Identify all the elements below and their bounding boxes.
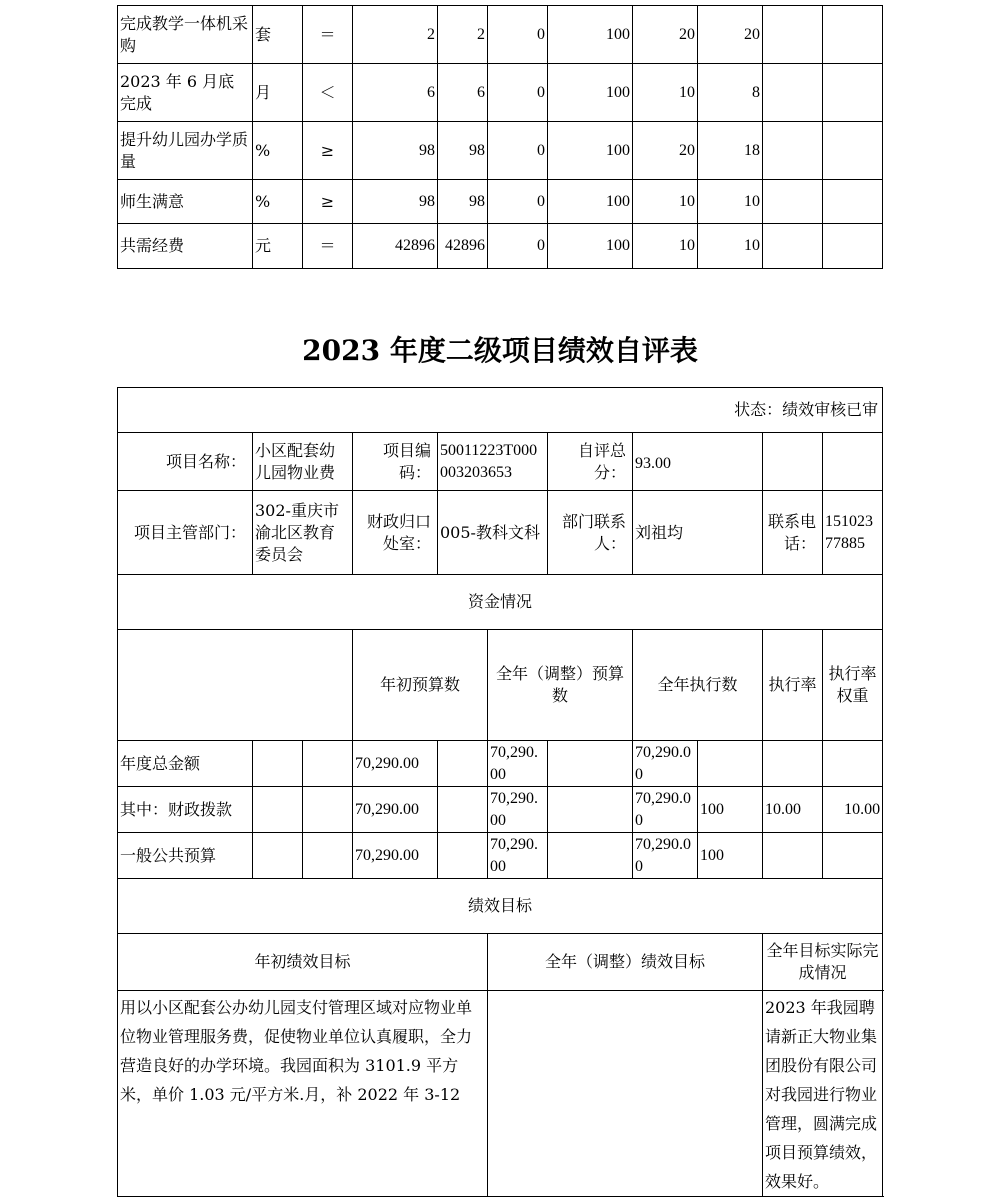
empty-cell: [823, 224, 883, 269]
exec-rate-value: 100: [698, 833, 763, 879]
adjusted-budget-value: 70,290.00: [488, 787, 548, 833]
completion-rate-cell: 100: [548, 64, 633, 122]
dept-value: 302-重庆市渝北区教育委员会: [253, 491, 353, 575]
table-row: [118, 122, 883, 180]
indicator-name-cell: 提升幼儿园办学质量: [118, 122, 253, 180]
unit-cell: 元: [253, 224, 303, 269]
funds-row: [118, 741, 883, 787]
executed-value: 70,290.00: [633, 833, 698, 879]
empty-cell: [823, 122, 883, 180]
contact-value: 刘祖均: [633, 491, 763, 575]
initial-budget-value: 70,290.00: [353, 787, 438, 833]
funds-row: [118, 787, 883, 833]
weight-cell: 10: [633, 64, 698, 122]
completion-rate-cell: 100: [548, 180, 633, 224]
project-name-value: 小区配套幼儿园物业费: [253, 433, 353, 491]
empty-cell: [303, 741, 353, 787]
actual-completion-text: 2023 年我园聘请新正大物业集团股份有限公司对我园进行物业管理，圆满完成项目预算绩效，效果好。: [763, 991, 883, 1197]
weight-cell: 20: [633, 6, 698, 64]
empty-cell: [118, 630, 353, 741]
empty-cell: [438, 833, 488, 879]
phone-value: 15102377885: [823, 491, 883, 575]
actual-value-cell: 6: [438, 64, 488, 122]
phone-label: 联系电话：: [763, 491, 823, 575]
self-score-label: 自评总分：: [548, 433, 633, 491]
exec-weight-value: 10.00: [763, 787, 823, 833]
exec-rate-value: [698, 741, 763, 787]
table-row: [118, 6, 883, 64]
operator-cell: ＝: [303, 224, 353, 269]
adjusted-budget-value: 70,290.00: [488, 741, 548, 787]
page-title: 2023 年度二级项目绩效自评表: [302, 334, 698, 367]
executed-value: 70,290.00: [633, 787, 698, 833]
adjusted-budget-value: 70,290.00: [488, 833, 548, 879]
operator-cell: ＜: [303, 64, 353, 122]
exec-weight-value: [763, 833, 823, 879]
deviation-cell: 0: [488, 64, 548, 122]
empty-cell: [823, 180, 883, 224]
actual-value-cell: 42896: [438, 224, 488, 269]
score-cell: 10: [698, 180, 763, 224]
project-name-label: 项目名称：: [118, 433, 253, 491]
exec-score-value: [823, 833, 883, 879]
empty-cell: [303, 833, 353, 879]
empty-cell: [253, 833, 303, 879]
operator-cell: ≥: [303, 122, 353, 180]
funds-section-title: 资金情况: [118, 575, 883, 630]
unit-cell: %: [253, 180, 303, 224]
adjusted-goal-header: 全年（调整）绩效目标: [488, 934, 763, 991]
unit-cell: 套: [253, 6, 303, 64]
empty-cell: [823, 433, 883, 491]
finance-office-label: 财政归口处室：: [353, 491, 438, 575]
score-cell: 18: [698, 122, 763, 180]
empty-cell: [303, 787, 353, 833]
empty-cell: [763, 433, 823, 491]
empty-cell: [823, 64, 883, 122]
weight-cell: 10: [633, 180, 698, 224]
executed-header: 全年执行数: [633, 630, 763, 741]
unit-cell: %: [253, 122, 303, 180]
actual-completion-header: 全年目标实际完成情况: [763, 934, 883, 991]
empty-cell: [763, 122, 823, 180]
indicator-name-cell: 2023 年 6 月底完成: [118, 64, 253, 122]
weight-cell: 10: [633, 224, 698, 269]
exec-weight-value: [763, 741, 823, 787]
self-score-value: 93.00: [633, 433, 763, 491]
target-value-cell: 98: [353, 180, 438, 224]
finance-office-value: 005-教科文科: [438, 491, 548, 575]
table-row: [118, 224, 883, 269]
empty-cell: [823, 6, 883, 64]
initial-budget-value: 70,290.00: [353, 741, 438, 787]
table-row: [118, 180, 883, 224]
empty-cell: [763, 224, 823, 269]
actual-value-cell: 98: [438, 122, 488, 180]
initial-goal-text: 用以小区配套公办幼儿园支付管理区域对应物业单位物业管理服务费，促使物业单位认真履职，全力营造良好的办学环境。我园面积为 3101.9 平方米，单价 1.03 元/平方米.月，补 2022 年 3-12: [118, 991, 488, 1197]
indicator-name-cell: 完成教学一体机采购: [118, 6, 253, 64]
deviation-cell: 0: [488, 6, 548, 64]
funds-row-label: 一般公共预算: [118, 833, 253, 879]
actual-value-cell: 2: [438, 6, 488, 64]
funds-row-label: 年度总金额: [118, 741, 253, 787]
exec-weight-header: 执行率权重: [823, 630, 883, 741]
project-code-value: 50011223T000003203653: [438, 433, 548, 491]
empty-cell: [438, 741, 488, 787]
empty-cell: [763, 64, 823, 122]
empty-cell: [548, 787, 633, 833]
contact-label: 部门联系人：: [548, 491, 633, 575]
indicator-name-cell: 师生满意: [118, 180, 253, 224]
exec-rate-header: 执行率: [763, 630, 823, 741]
indicator-table: [117, 5, 883, 269]
score-cell: 10: [698, 224, 763, 269]
initial-goal-header: 年初绩效目标: [118, 934, 488, 991]
empty-cell: [253, 741, 303, 787]
project-code-label: 项目编码：: [353, 433, 438, 491]
target-value-cell: 2: [353, 6, 438, 64]
exec-score-value: 10.00: [823, 787, 883, 833]
completion-rate-cell: 100: [548, 122, 633, 180]
exec-score-value: [823, 741, 883, 787]
dept-label: 项目主管部门：: [118, 491, 253, 575]
target-value-cell: 42896: [353, 224, 438, 269]
deviation-cell: 0: [488, 180, 548, 224]
performance-section-title: 绩效目标: [118, 879, 883, 934]
empty-cell: [438, 787, 488, 833]
empty-cell: [548, 741, 633, 787]
empty-cell: [253, 787, 303, 833]
completion-rate-cell: 100: [548, 6, 633, 64]
empty-cell: [763, 180, 823, 224]
funds-row-label: 其中：财政拨款: [118, 787, 253, 833]
initial-budget-value: 70,290.00: [353, 833, 438, 879]
operator-cell: ＝: [303, 6, 353, 64]
executed-value: 70,290.00: [633, 741, 698, 787]
target-value-cell: 98: [353, 122, 438, 180]
initial-budget-header: 年初预算数: [353, 630, 488, 741]
empty-cell: [763, 6, 823, 64]
score-cell: 8: [698, 64, 763, 122]
completion-rate-cell: 100: [548, 224, 633, 269]
table-row: [118, 64, 883, 122]
funds-row: [118, 833, 883, 879]
operator-cell: ≥: [303, 180, 353, 224]
exec-rate-value: 100: [698, 787, 763, 833]
status-text: 状态：绩效审核已审: [118, 388, 883, 433]
empty-cell: [548, 833, 633, 879]
indicator-name-cell: 共需经费: [118, 224, 253, 269]
actual-value-cell: 98: [438, 180, 488, 224]
project-evaluation-table: [117, 387, 883, 1197]
adjusted-budget-header: 全年（调整）预算数: [488, 630, 633, 741]
unit-cell: 月: [253, 64, 303, 122]
score-cell: 20: [698, 6, 763, 64]
deviation-cell: 0: [488, 122, 548, 180]
target-value-cell: 6: [353, 64, 438, 122]
weight-cell: 20: [633, 122, 698, 180]
adjusted-goal-text: [488, 991, 763, 1197]
deviation-cell: 0: [488, 224, 548, 269]
